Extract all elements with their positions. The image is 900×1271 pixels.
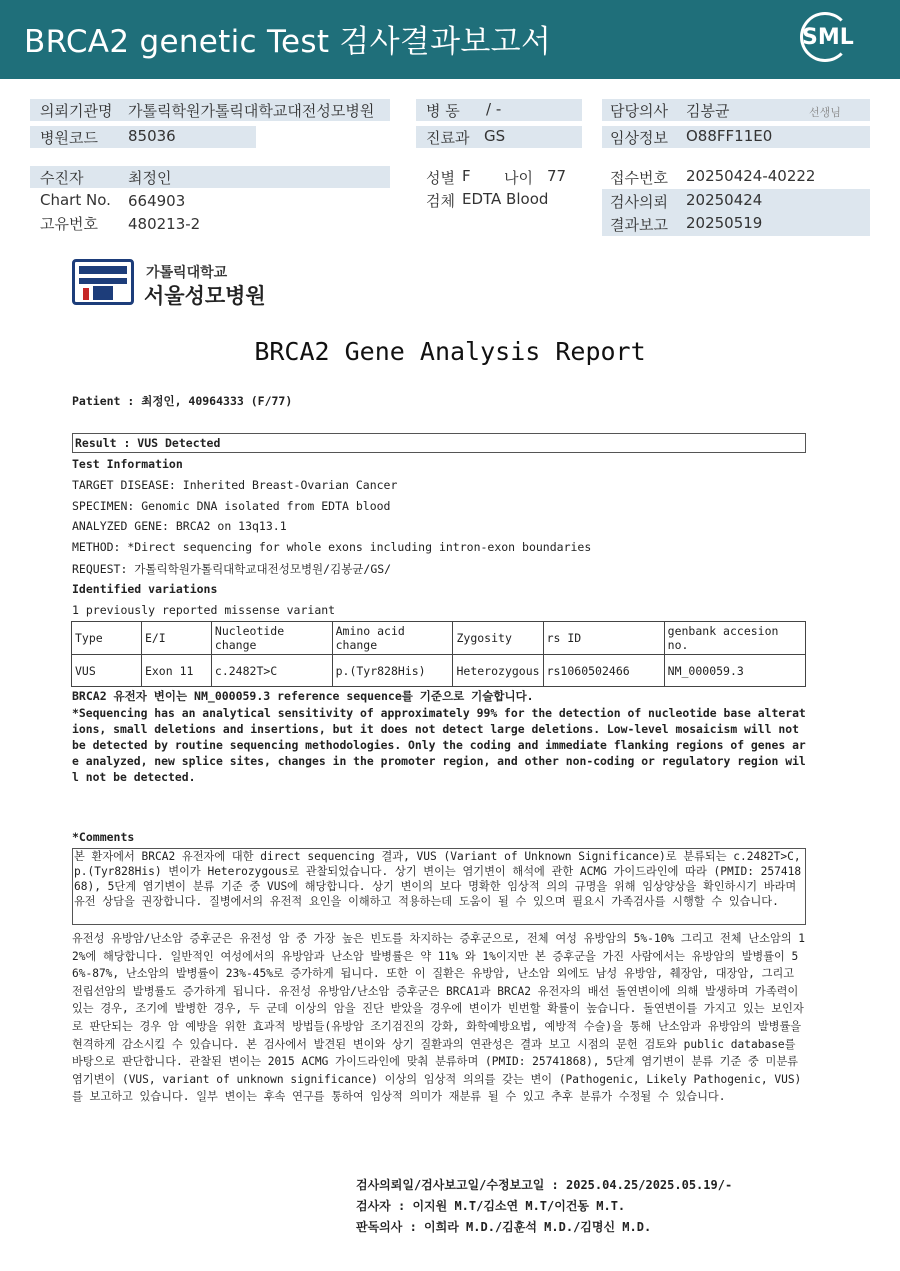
- table-cell: c.2482T>C: [211, 655, 332, 687]
- dept-value: GS: [484, 127, 506, 145]
- report-title: BRCA2 Gene Analysis Report: [254, 337, 646, 366]
- patient-line: Patient : 최정인, 40964333 (F/77): [72, 394, 293, 408]
- result-date-label: 결과보고: [610, 216, 668, 234]
- result-line: Result : VUS Detected: [75, 436, 221, 450]
- hospital-name-small: 가톨릭대학교: [146, 265, 228, 281]
- chart-value: 664903: [128, 192, 186, 210]
- comment-box-text: 본 환자에서 BRCA2 유전자에 대한 direct sequencing 결과, VUS (Variant of Unknown Significance)로 분류되는 c.2482T>C, p.(Tyr828His) 변이가 Heterozygous로 관찰되었습니다. 상기 변이는 염기변이 해석에 관한 ACMG 가이드라인에 따라 (PMID: 25741868), 5단계 염기변이 분류 기준 중 VUS에 해당합니다. 상기 변이의 보다 명확한 임상적 의의 규명을 위해 임상양상을 확인하시기 바라며 유전 상담을 권장합니다. 질병에서의 유전적 요인을 이해하고 적용하는데 도움이 될 수 있으며 필요시 가족검사를 시행할 수 있습니다.: [74, 850, 802, 908]
- target-disease: TARGET DISEASE: Inherited Breast-Ovarian Cancer: [72, 478, 398, 492]
- doctor-suffix: 선생님: [809, 106, 841, 119]
- request-date-label: 검사의뢰: [610, 193, 668, 211]
- table-cell: rs1060502466: [543, 655, 664, 687]
- ward-value: / -: [486, 100, 502, 118]
- variant-table: [71, 621, 806, 687]
- age-value: 77: [547, 167, 567, 185]
- age-label: 나이: [504, 169, 533, 187]
- sex-value: F: [462, 167, 471, 185]
- specimen-line: SPECIMEN: Genomic DNA isolated from EDTA blood: [72, 499, 391, 513]
- table-cell: Heterozygous: [453, 655, 543, 687]
- patient-row: [30, 166, 390, 188]
- ward-label: 병 동: [426, 102, 460, 120]
- page-title: BRCA2 genetic Test 검사결과보고서: [24, 24, 552, 60]
- doctor-label: 담당의사: [610, 102, 668, 120]
- dept-label: 진료과: [426, 129, 470, 147]
- gene-line: ANALYZED GENE: BRCA2 on 13q13.1: [72, 519, 287, 533]
- header-bar: [0, 0, 900, 79]
- institution-label: 의뢰기관명: [40, 102, 113, 120]
- sign-dates: 검사의뢰일/검사보고일/수정보고일 : 2025.04.25/2025.05.19/-: [356, 1178, 733, 1192]
- table-header-cell: rs ID: [543, 622, 664, 655]
- table-header-cell: Type: [72, 622, 142, 655]
- reference-note: BRCA2 유전자 변이는 NM_000059.3 reference sequence를 기준으로 기술합니다.: [72, 689, 534, 703]
- clinical-label: 임상정보: [610, 129, 668, 147]
- table-header-cell: Zygosity: [453, 622, 543, 655]
- table-cell: p.(Tyr828His): [332, 655, 453, 687]
- logo-text: SML: [802, 25, 854, 50]
- request-line: REQUEST: 가톨릭학원가톨릭대학교대전성모병원/김봉균/GS/: [72, 562, 392, 576]
- institution-value: 가톨릭학원가톨릭대학교대전성모병원: [128, 102, 375, 120]
- test-info-heading: Test Information: [72, 457, 183, 471]
- clinical-value: O88FF11E0: [686, 127, 773, 145]
- table-cell: Exon 11: [141, 655, 211, 687]
- uid-label: 고유번호: [40, 215, 98, 233]
- table-header-cell: Nucleotide change: [211, 622, 332, 655]
- doctor-value: 김봉균: [686, 102, 730, 120]
- chart-label: Chart No.: [40, 191, 111, 209]
- table-header-row: [72, 622, 806, 655]
- sensitivity-note: *Sequencing has an analytical sensitivity of approximately 99% for the detection of nucleotide base alterations, small deletions and insertions, but it does not detect large deletions. Low-level mosaicism will not be detected by routine sequencing methodologies. Only the coding and immediate flanking regions of genes are analyzed, new splice sites, changes in the promoter region, and other non-coding or regulatory region will not be detected.: [72, 706, 806, 784]
- identified-heading: Identified variations: [72, 582, 218, 596]
- patient-value: 최정인: [128, 169, 172, 187]
- hospcode-label: 병원코드: [40, 129, 98, 147]
- request-date-value: 20250424: [686, 191, 763, 209]
- table-cell: VUS: [72, 655, 142, 687]
- method-line: METHOD: *Direct sequencing for whole exons including intron-exon boundaries: [72, 540, 592, 554]
- identified-note: 1 previously reported missense variant: [72, 603, 336, 617]
- table-row: [72, 655, 806, 687]
- specimen-label: 검체: [426, 192, 455, 210]
- sml-logo: [794, 12, 856, 62]
- table-header-cell: Amino acid change: [332, 622, 453, 655]
- comment-body: 유전성 유방암/난소암 증후군은 유전성 암 중 가장 높은 빈도를 차지하는 증후군으로, 전체 여성 유방암의 5%-10% 그리고 전체 난소암의 12%에 해당합니다. 일반적인 여성에서의 유방암과 난소암 발병률은 약 11% 와 1%이지만 본 증후군을 가진 사람에서는 유방암의 발병률이 56%-87%, 난소암의 발병률이 23%-45%로 증가하게 됩니다. 또한 이 질환은 유방암, 난소암 외에도 남성 유방암, 췌장암, 대장암, 그리고 전립선암의 발병률도 증가하게 됩니다. 유전성 유방암/난소암 증후군은 BRCA1과 BRCA2 유전자의 배선 돌연변이에 의해 발생하며 가족력이 있는 경우, 조기에 발병한 경우, 두 군데 이상의 암을 진단 받았을 경우에 변이가 빈번할 확률이 높습니다. 돌연변이를 가지고 있는 보인자로 판단되는 경우 암 예방을 위한 효과적 방법들(유방암 조기검진의 강화, 화학예방요법, 예방적 수술)을 통해 난소암과 유방암의 발병률을 현격하게 감소시킬 수 있습니다. 본 검사에서 발견된 변이와 상기 질환과의 연관성은 결과 보고 시점의 문헌 검토와 public database를 바탕으로 판단합니다. 관찰된 변이는 2015 ACMG 가이드라인에 맞춰 분류하며 (PMID: 25741868), 5단계 염기변이 분류 기준 중 미분류 염기변이 (VUS, variant of unknown significance) 이상의 임상적 의의를 갖는 변이 (Pathogenic, Likely Pathogenic, VUS) 를 보고하고 있습니다. 일부 변이는 후속 연구를 통하여 임상적 의미가 재분류 될 수 있고 추후 분류가 수정될 수 있습니다.: [72, 932, 806, 1104]
- patient-label: 수진자: [40, 169, 84, 187]
- sign-doctors: 판독의사 : 이희라 M.D./김훈석 M.D./김명신 M.D.: [356, 1220, 652, 1234]
- uid-value: 480213-2: [128, 215, 201, 233]
- hospcode-value: 85036: [128, 127, 176, 145]
- table-header-cell: E/I: [141, 622, 211, 655]
- receipt-label: 접수번호: [610, 169, 668, 187]
- specimen-value: EDTA Blood: [462, 190, 549, 208]
- result-date-value: 20250519: [686, 214, 763, 232]
- sign-testers: 검사자 : 이지원 M.T/김소연 M.T/이건동 M.T.: [356, 1199, 626, 1213]
- hospital-name-large: 서울성모병원: [144, 284, 266, 308]
- sex-label: 성별: [426, 169, 455, 187]
- hospital-emblem-icon: [72, 259, 134, 305]
- receipt-value: 20250424-40222: [686, 167, 816, 185]
- comments-heading: *Comments: [72, 830, 135, 844]
- table-cell: NM_000059.3: [664, 655, 805, 687]
- table-header-cell: genbank accesion no.: [664, 622, 805, 655]
